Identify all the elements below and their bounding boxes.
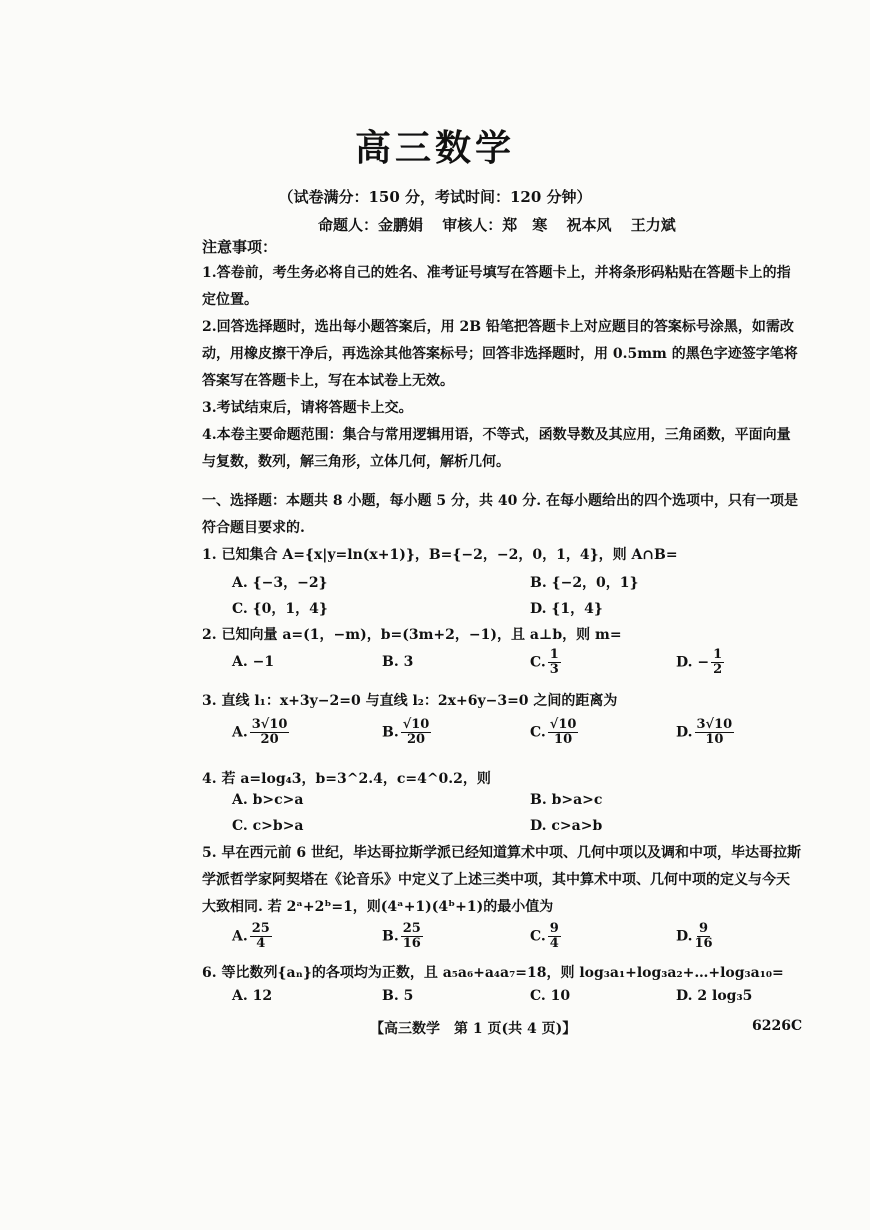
- option-a: A. b>c>a: [232, 792, 304, 808]
- option-a: A. −1: [232, 654, 275, 670]
- option-c: C. {0，1，4}: [232, 601, 328, 617]
- question-2: 2. 已知向量 a=(1，−m)，b=(3m+2，−1)，且 a⊥b，则 m=: [202, 627, 622, 643]
- notice-list: [202, 260, 802, 476]
- question-6: 6. 等比数列{aₙ}的各项均为正数，且 a₅a₆+a₄a₇=18，则 log₃a₁+log₃a₂+…+log₃a₁₀=: [202, 965, 784, 981]
- notice-heading: 注意事项：: [202, 238, 278, 256]
- option-c: C. $\frac{√10}{10}$: [530, 717, 577, 747]
- notice-item: 2.回答选择题时，选出每小题答案后，用 2B 铅笔把答题卡上对应题目的答案标号涂黑，如需改动，用橡皮擦干净后，再选涂其他答案标号；回答非选择题时，用 0.5mm 的黑色字迹签字笔将答案写在答题卡上，写在本试卷上无效。: [202, 319, 798, 389]
- reviewer-3: 王力斌: [630, 216, 676, 234]
- reviewer-2: 祝本风: [566, 216, 612, 234]
- option-b: B. {−2，0，1}: [530, 575, 639, 591]
- question-1: 1. 已知集合 A={x|y=ln(x+1)}，B={−2，−2，0，1，4}，则 A∩B=: [202, 547, 678, 563]
- section-heading: 一、选择题：本题共 8 小题，每小题 5 分，共 40 分. 在每小题给出的四个选项中，只有一项是符合题目要求的.: [202, 493, 798, 536]
- option-b: B. b>a>c: [530, 792, 603, 808]
- option-c: C. 10: [530, 988, 571, 1004]
- option-c: C. $\frac{9}{4}$: [530, 921, 559, 951]
- page-title: 高三数学: [354, 127, 515, 169]
- option-b: B. 3: [382, 654, 414, 670]
- option-d: D. $\frac{3√10}{10}$: [676, 717, 733, 747]
- question-4: 4. 若 a=log₄3，b=3^2.4，c=4^0.2，则: [202, 771, 491, 787]
- exam-info: （试卷满分：150 分，考试时间：120 分钟）: [278, 188, 592, 206]
- exam-code: 6226C: [752, 1018, 803, 1034]
- option-c: C. c>b>a: [232, 818, 304, 834]
- notice-item: 1.答卷前，考生务必将自己的姓名、准考证号填写在答题卡上，并将条形码粘贴在答题卡上的指定位置。: [202, 265, 791, 308]
- option-d: D. 2 log₃5: [676, 988, 753, 1004]
- option-b: B. $\frac{25}{16}$: [382, 921, 421, 951]
- option-c: C. $\frac{1}{3}$: [530, 647, 559, 677]
- option-b: B. 5: [382, 988, 414, 1004]
- authors-line: [318, 214, 690, 235]
- option-d: D. {1，4}: [530, 601, 603, 617]
- option-a: A. $\frac{25}{4}$: [232, 921, 270, 951]
- option-d: D. $\frac{9}{16}$: [676, 921, 713, 951]
- option-a: A. $\frac{3√10}{20}$: [232, 717, 288, 747]
- page-footer: 【高三数学 第 1 页(共 4 页)】: [370, 1021, 577, 1037]
- question-3: 3. 直线 l₁：x+3y−2=0 与直线 l₂：2x+6y−3=0 之间的距离为: [202, 693, 618, 709]
- option-d: D. c>a>b: [530, 818, 603, 834]
- option-a: A. {−3，−2}: [232, 575, 328, 591]
- notice-item: 3.考试结束后，请将答题卡上交。: [202, 400, 413, 416]
- option-d: D. − $\frac{1}{2}$: [676, 647, 723, 677]
- option-b: B. $\frac{√10}{20}$: [382, 717, 430, 747]
- notice-item: 4.本卷主要命题范围：集合与常用逻辑用语，不等式，函数导数及其应用，三角函数，平面向量与复数，数列，解三角形，立体几何，解析几何。: [202, 427, 791, 470]
- reviewer: 审核人：郑 寒: [442, 216, 548, 234]
- question-5: 5. 早在西元前 6 世纪，毕达哥拉斯学派已经知道算术中项、几何中项以及调和中项，毕达哥拉斯学派哲学家阿契塔在《论音乐》中定义了上述三类中项，其中算术中项、几何中项的定义与今天大致相同. 若 2ᵃ+2ᵇ=1，则(4ᵃ+1)(4ᵇ+1)的最小值为: [202, 845, 801, 915]
- setter: 命题人：金鹏娟: [318, 216, 424, 234]
- option-a: A. 12: [232, 988, 273, 1004]
